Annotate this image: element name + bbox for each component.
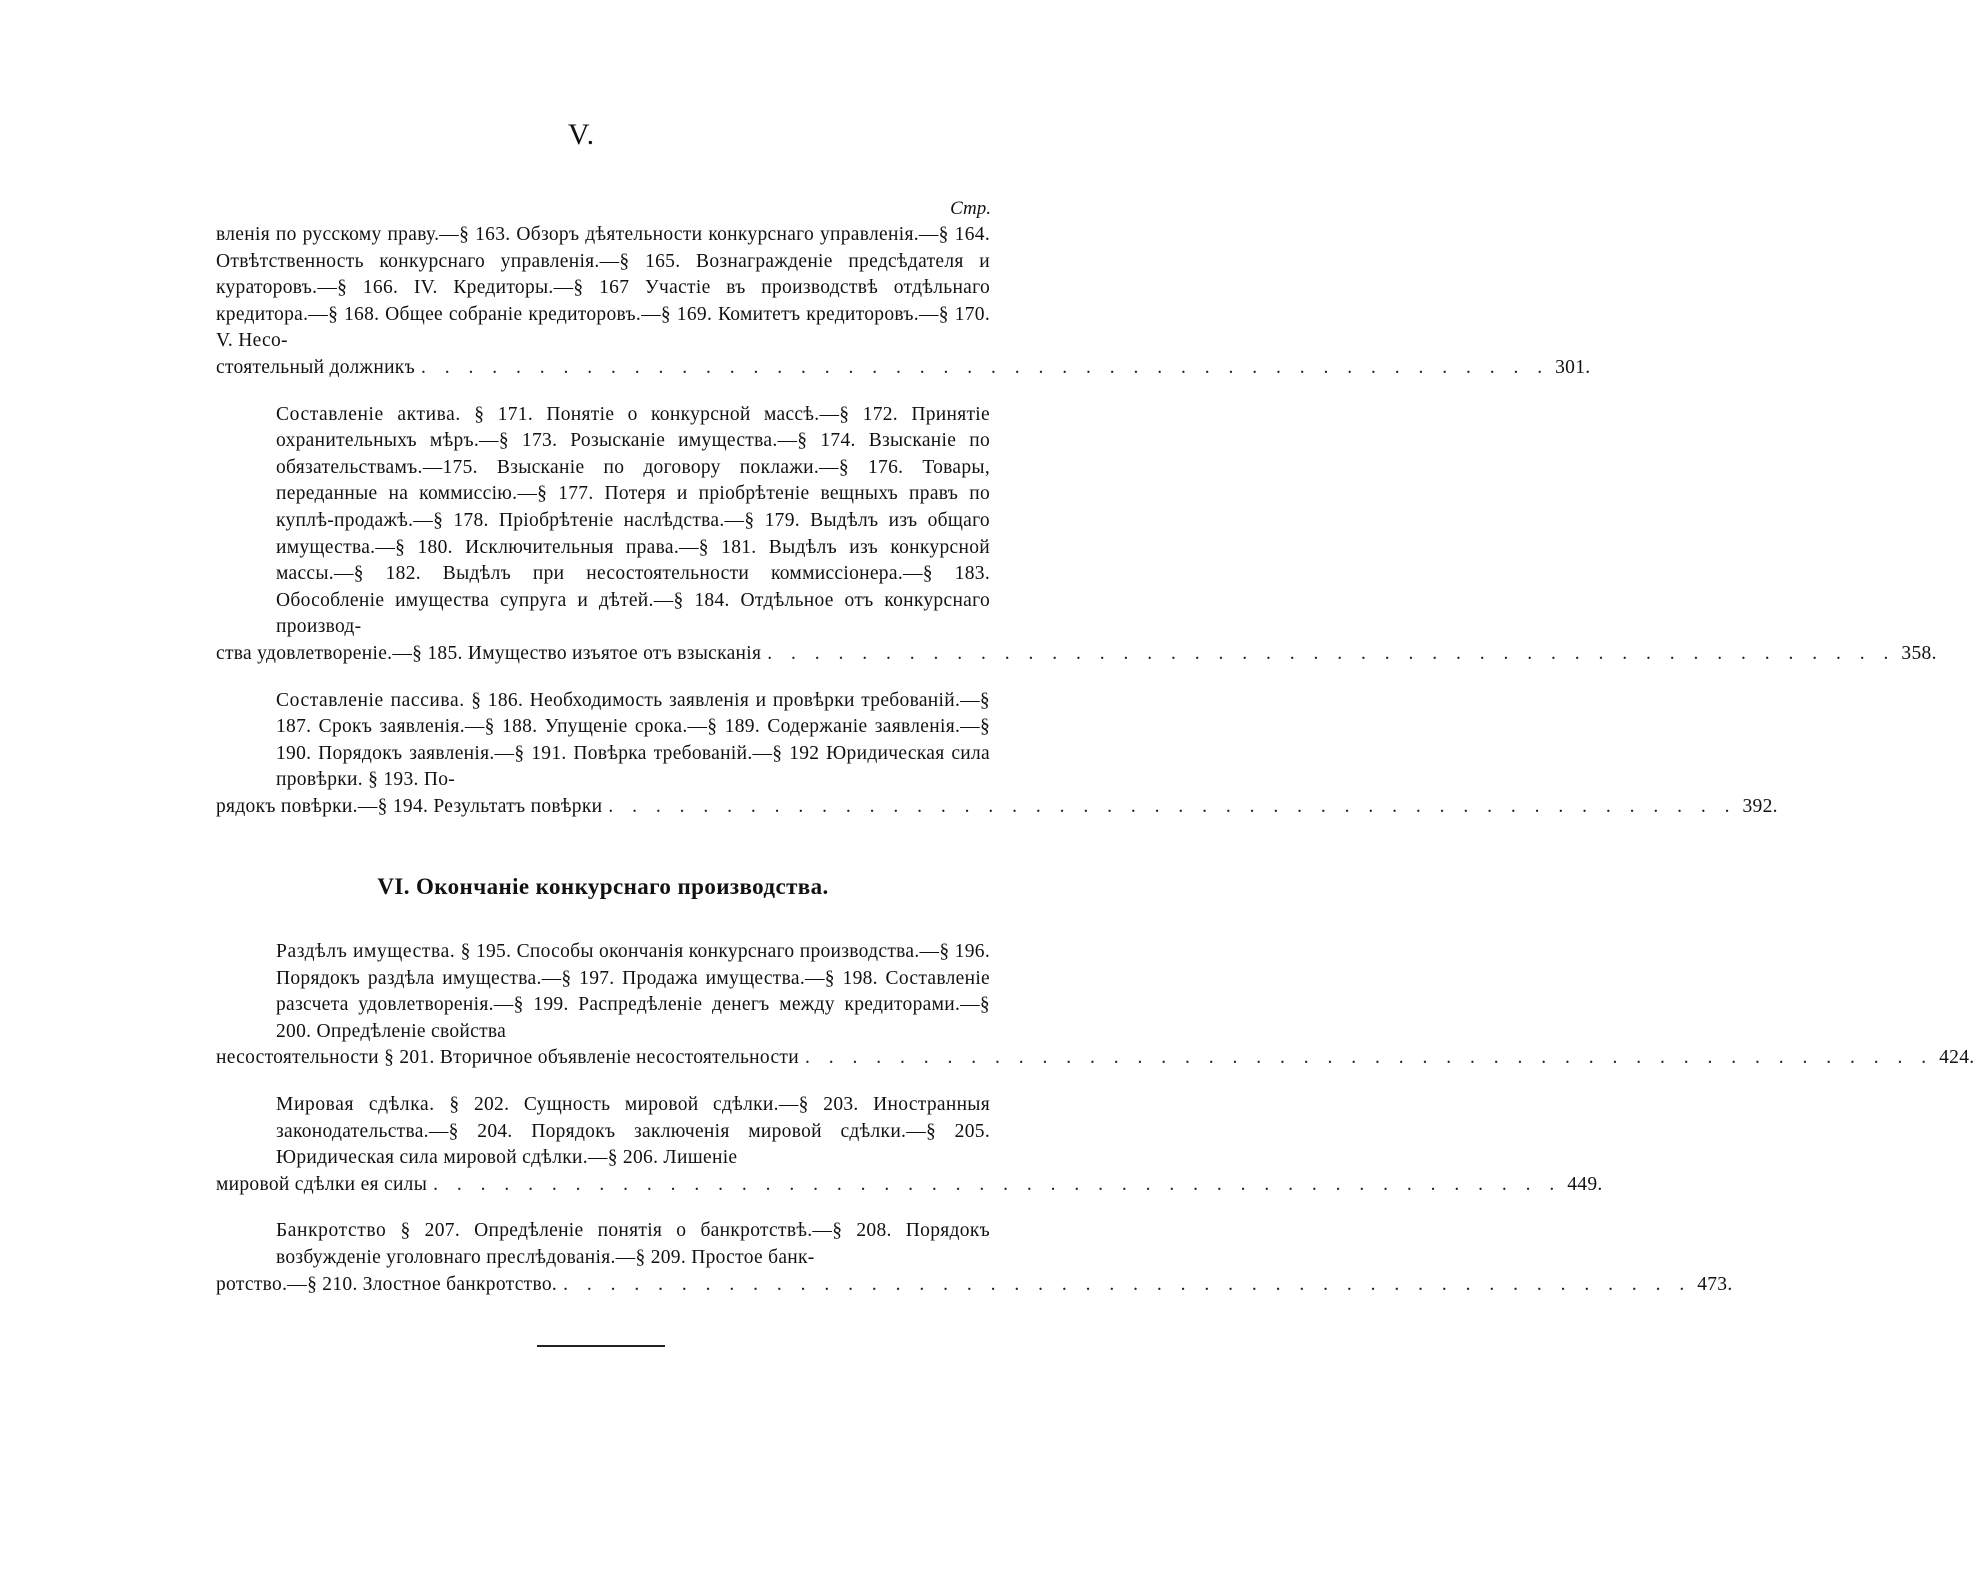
- toc-entry-lastline: [216, 794, 1778, 821]
- toc-entry-title: Составленіе пассива.: [276, 689, 465, 711]
- toc-entry-settlement: [216, 1092, 1603, 1198]
- toc-entry-body: [216, 1218, 990, 1271]
- toc-entry-lastline: [216, 1045, 1974, 1072]
- toc-entry-title: Банкротство: [276, 1220, 387, 1242]
- toc-entry-title: Мировая сдѣлка.: [276, 1094, 435, 1116]
- toc-entry-assets: [216, 402, 1937, 668]
- dot-leader: . . . . . . . . . . . . . . . . . . . . . . . . . . . . . . . . . . . . . . . . . . . . . . . .: [420, 356, 1550, 378]
- toc-entry-last-text: стоятельный должникъ: [216, 356, 415, 378]
- toc-entry-body: [216, 688, 990, 794]
- section-heading: VI. Окончаніе конкурснаго производства.: [377, 874, 829, 900]
- toc-entry-text: § 171. Понятіе о конкурсной массѣ.—§ 172. Принятіе охранительныхъ мѣръ.—§ 173. Розысканіе имущества.—§ 174. Взысканіе по обязательствамъ.—175. Взысканіе по договору поклажи.—§ 176. Товары, переданные на коммиссію.—§ 177. Потеря и пріобрѣтеніе вещныхъ правъ по куплѣ-продажѣ.—§ 178. Пріобрѣтеніе наслѣдства.—§ 179. Выдѣлъ изъ общаго имущества.—§ 180. Исключительныя права.—§ 181. Выдѣлъ изъ конкурсной массы.—§ 182. Выдѣлъ при несостоятельности коммиссіонера.—§ 183. Обособленіе имущества супруга и дѣтей.—§ 184. Отдѣльное отъ конкурснаго производ-: [276, 403, 990, 638]
- toc-entry-last-text: ротство.—§ 210. Злостное банкротство.: [216, 1273, 558, 1295]
- toc-entry-title: Составленіе актива.: [276, 403, 461, 425]
- toc-entry-last-text: мировой сдѣлки ея силы: [216, 1173, 428, 1195]
- toc-entry-page: 392.: [1742, 795, 1778, 817]
- dot-leader: . . . . . . . . . . . . . . . . . . . . . . . . . . . . . . . . . . . . . . . . . . . . . . . .: [767, 642, 1896, 664]
- toc-entry-page: 301.: [1555, 356, 1591, 378]
- toc-entry-lastline: [216, 1272, 1733, 1299]
- toc-entry-body: [216, 1092, 990, 1172]
- toc-entry-lastline: [216, 641, 1937, 668]
- toc-entry-lastline: [216, 355, 1591, 382]
- dot-leader: . . . . . . . . . . . . . . . . . . . . . . . . . . . . . . . . . . . . . . . . . . . . . . . .: [608, 795, 1737, 817]
- toc-entry-page: 473.: [1697, 1273, 1733, 1295]
- toc-entry-text: § 195. Способы окончанія конкурснаго производства.—§ 196. Порядокъ раздѣла имущества.—§ 197. Продажа имущества.—§ 198. Составленіе разсчета удовлетворенія.—§ 199. Распредѣленіе денегъ между кредиторами.—§ 200. Опредѣленіе свойства: [276, 941, 990, 1042]
- page-number: V.: [567, 118, 596, 151]
- toc-entry-body: [216, 402, 990, 641]
- toc-entry-liabilities: [216, 688, 1778, 821]
- toc-entry-bankruptcy: [216, 1218, 1733, 1298]
- toc-entry-page: 358.: [1901, 642, 1937, 664]
- dot-leader: . . . . . . . . . . . . . . . . . . . . . . . . . . . . . . . . . . . . . . . . . . . . . . . .: [563, 1273, 1692, 1295]
- toc-entry-text: § 207. Опредѣленіе понятія о банкротствѣ.—§ 208. Порядокъ возбужденіе уголовнаго преслѣдованія.—§ 209. Простое банк-: [276, 1220, 990, 1268]
- toc-entry-page: 449.: [1567, 1173, 1603, 1195]
- table-of-contents: [216, 222, 1974, 1318]
- toc-entry-distribution: [216, 939, 1974, 1072]
- toc-entry-last-text: рядокъ повѣрки.—§ 194. Результатъ повѣрки: [216, 795, 603, 817]
- toc-entry-text: § 202. Сущность мировой сдѣлки.—§ 203. Иностранныя законодательства.—§ 204. Порядокъ заключенія мировой сдѣлки.—§ 205. Юридическая сила мировой сдѣлки.—§ 206. Лишеніе: [276, 1094, 990, 1169]
- closing-rule: [537, 1345, 665, 1347]
- page-column-label: Стр.: [950, 198, 991, 219]
- toc-entry-body: [216, 939, 990, 1045]
- toc-entry-last-text: ства удовлетвореніе.—§ 185. Имущество изъятое отъ взысканія: [216, 642, 762, 664]
- toc-entry-lastline: [216, 1172, 1603, 1199]
- toc-entry-page: 424.: [1939, 1047, 1974, 1069]
- toc-entry-title: Раздѣлъ имущества.: [276, 941, 456, 963]
- toc-entry-text: § 186. Необходимость заявленія и провѣрки требованій.—§ 187. Срокъ заявленія.—§ 188. Упущеніе срока.—§ 189. Содержаніе заявленія.—§ 190. Порядокъ заявленія.—§ 191. Повѣрка требованій.—§ 192 Юридическая сила провѣрки. § 193. По-: [276, 689, 990, 791]
- toc-entry-last-text: несостоятельности § 201. Вторичное объявленіе несостоятельности: [216, 1047, 799, 1069]
- dot-leader: . . . . . . . . . . . . . . . . . . . . . . . . . . . . . . . . . . . . . . . . . . . . . . . .: [804, 1047, 1934, 1069]
- toc-entry-body: вленія по русскому праву.—§ 163. Обзоръ дѣятельности конкурснаго управленія.—§ 164. Отвѣтственность конкурснаго управленія.—§ 165. Вознагражденіе предсѣдателя и кураторовъ.—§ 166. IV. Кредиторы.—§ 167 Участіе въ производствѣ отдѣльнаго кредитора.—§ 168. Общее собраніе кредиторовъ.—§ 169. Комитетъ кредиторовъ.—§ 170. V. Несо-: [216, 224, 990, 352]
- dot-leader: . . . . . . . . . . . . . . . . . . . . . . . . . . . . . . . . . . . . . . . . . . . . . . . .: [433, 1173, 1562, 1195]
- toc-entry-continued: [216, 222, 1591, 382]
